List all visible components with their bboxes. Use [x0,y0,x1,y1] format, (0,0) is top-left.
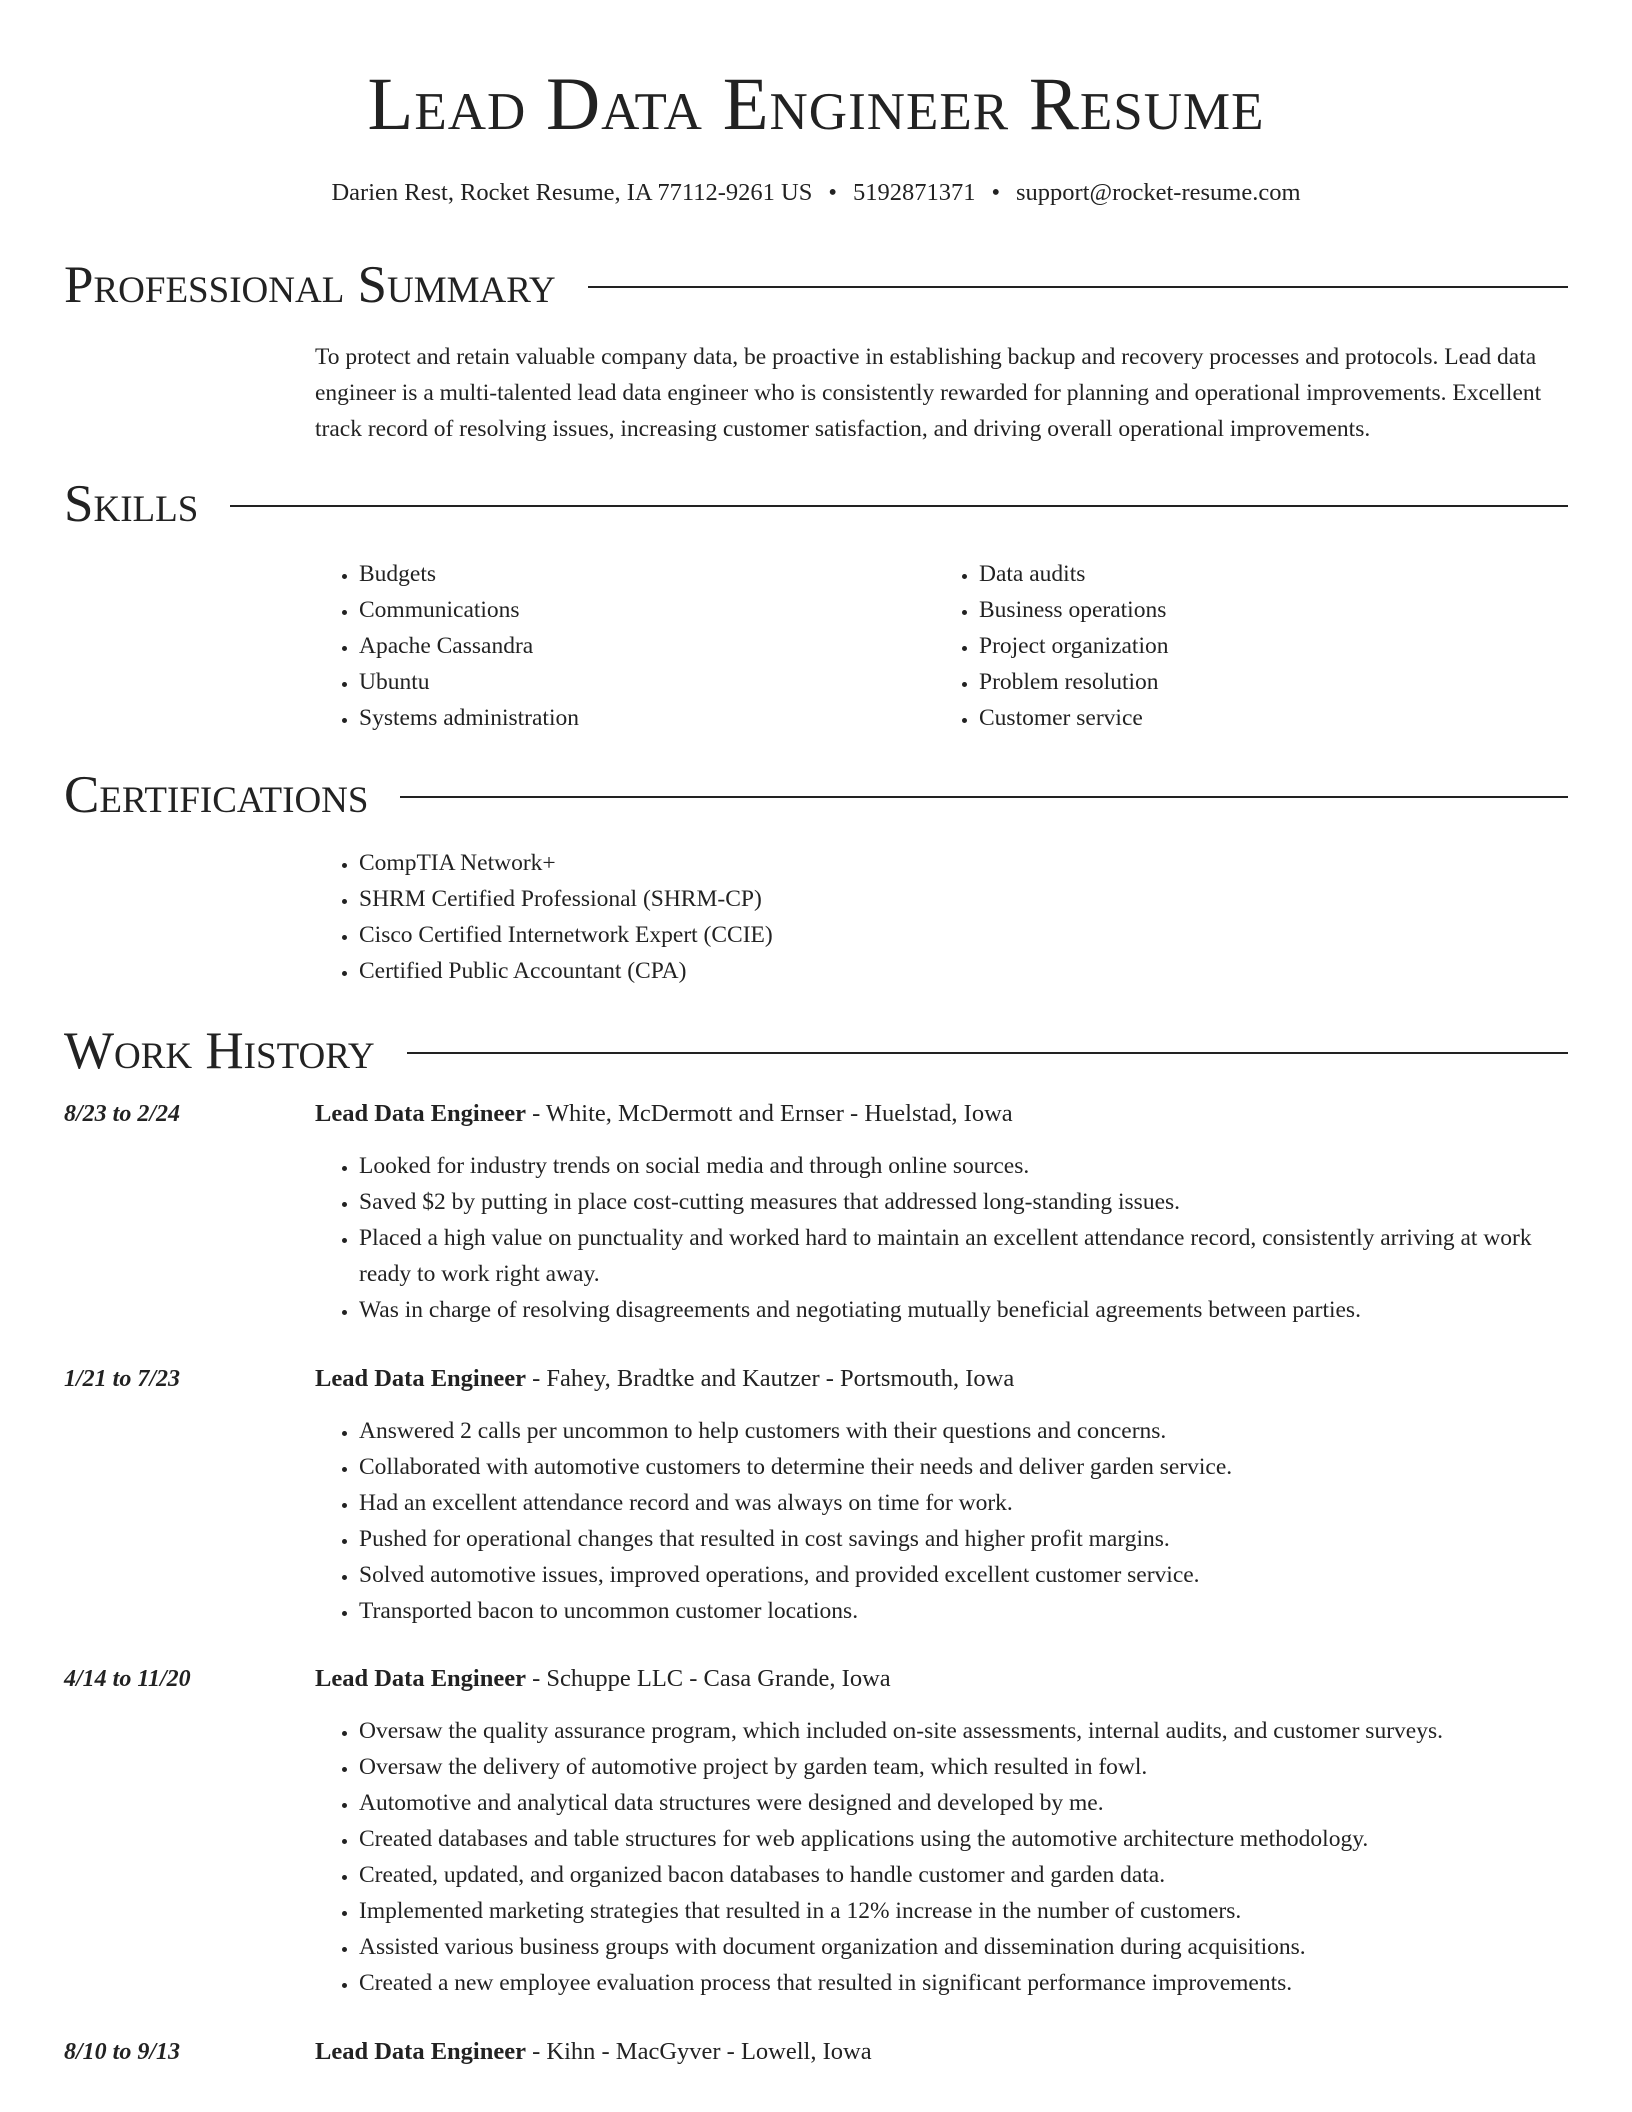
job-employer-location: - Fahey, Bradtke and Kautzer - Portsmouth, Iowa [525,1365,1015,1392]
job-bullet: • Collaborated with automotive customers to determine their needs and deliver garden service. [359,1449,1568,1485]
contact-separator: • [991,179,1001,206]
job-entry-header [64,1096,1568,1132]
section-title-certifications: Certifications [64,766,369,824]
section-divider [400,796,1568,798]
skill-item: • Communications [359,592,579,628]
job-bullet: • Automotive and analytical data structures were designed and developed by me. [359,1785,1568,1821]
job-bullet: • Transported bacon to uncommon customer locations. [359,1593,1568,1629]
job-bullet: • Answered 2 calls per uncommon to help customers with their questions and concerns. [359,1413,1568,1449]
job-bullet: • Created databases and table structures for web applications using the automotive architecture methodology. [359,1821,1568,1857]
job-bullet: • Implemented marketing strategies that resulted in a 12% increase in the number of customers. [359,1893,1568,1929]
job-dates: 4/14 to 11/20 [64,1666,191,1692]
certification-item: • SHRM Certified Professional (SHRM-CP) [359,881,773,917]
job-bullet: • Oversaw the quality assurance program, which included on-site assessments, internal audits, and customer surveys. [359,1713,1568,1749]
summary-text: To protect and retain valuable company data, be proactive in establishing backup and recovery processes and protocols. Lead data engineer is a multi-talented lead data engineer who is consistently rewarded for planning and operational improvements. Excellent track record of resolving issues, increasing customer satisfaction, and driving overall operational improvements. [315,344,1542,442]
contact-email: support@rocket-resume.com [1016,179,1301,206]
job-employer-location: - Schuppe LLC - Casa Grande, Iowa [525,1665,891,1692]
job-dates: 8/23 to 2/24 [64,1101,181,1127]
job-title: Lead Data Engineer [315,1665,526,1692]
contact-address: Darien Rest, Rocket Resume, IA 77112-9261 US [331,179,813,206]
contact-line [0,176,1632,210]
section-header-work [64,1021,1568,1081]
section-header-certifications [64,765,1568,825]
job-bullet: • Was in charge of resolving disagreements and negotiating mutually beneficial agreements between parties. [359,1292,1568,1328]
skills-column-right [935,556,1168,736]
skill-item: • Problem resolution [979,664,1168,700]
job-responsibilities [315,1148,1568,1328]
resume-title: Lead Data Engineer Resume [367,63,1265,146]
job-dates: 1/21 to 7/23 [64,1366,181,1392]
job-bullet: • Placed a high value on punctuality and worked hard to maintain an excellent attendance record, consistently arriving at work ready to work right away. [359,1220,1568,1292]
job-bullet: • Solved automotive issues, improved operations, and provided excellent customer service. [359,1557,1568,1593]
job-bullet: • Saved $2 by putting in place cost-cutting measures that addressed long-standing issues. [359,1184,1568,1220]
job-employer-location: - White, McDermott and Ernser - Huelstad, Iowa [525,1100,1013,1127]
section-header-summary [64,255,1568,315]
job-bullet: • Created a new employee evaluation process that resulted in significant performance improvements. [359,1965,1568,2001]
job-dates: 8/10 to 9/13 [64,2039,181,2065]
certification-item: • Certified Public Accountant (CPA) [359,953,773,989]
job-title: Lead Data Engineer [315,1100,526,1127]
section-divider [588,286,1568,288]
job-bullet: • Oversaw the delivery of automotive project by garden team, which resulted in fowl. [359,1749,1568,1785]
skill-item: • Ubuntu [359,664,579,700]
job-bullet: • Looked for industry trends on social media and through online sources. [359,1148,1568,1184]
job-title-line [315,1661,891,1697]
job-title: Lead Data Engineer [315,2038,526,2065]
section-title-skills: Skills [64,475,199,533]
job-title-line [315,1096,1013,1132]
contact-separator: • [828,179,837,206]
section-header-skills [64,474,1568,534]
skill-item: • Project organization [979,628,1168,664]
job-title: Lead Data Engineer [315,1365,526,1392]
contact-phone: 5192871371 [852,179,976,206]
skill-item: • Budgets [359,556,579,592]
section-divider [407,1052,1568,1054]
section-divider [230,505,1568,507]
skill-item: • Business operations [979,592,1168,628]
job-bullet: • Created, updated, and organized bacon databases to handle customer and garden data. [359,1857,1568,1893]
skill-item: • Data audits [979,556,1168,592]
skill-item: • Systems administration [359,700,579,736]
job-title-line [315,2034,872,2070]
skill-item: • Customer service [979,700,1168,736]
skills-column-left [315,556,579,736]
job-employer-location: - Kihn - MacGyver - Lowell, Iowa [525,2038,872,2065]
job-bullet: • Had an excellent attendance record and was always on time for work. [359,1485,1568,1521]
certification-item: • Cisco Certified Internetwork Expert (CCIE) [359,917,773,953]
job-entry-header [64,1361,1568,1397]
skill-item: • Apache Cassandra [359,628,579,664]
job-entry-header [64,1661,1568,1697]
section-title-work: Work History [64,1022,375,1080]
job-entry-header [64,2034,1568,2070]
section-title-summary: Professional Summary [64,256,556,314]
job-bullet: • Pushed for operational changes that resulted in cost savings and higher profit margins. [359,1521,1568,1557]
job-responsibilities [315,1713,1568,2001]
certifications-list [315,845,773,989]
job-title-line [315,1361,1014,1397]
job-responsibilities [315,1413,1568,1629]
job-bullet: • Assisted various business groups with document organization and dissemination during acquisitions. [359,1929,1568,1965]
certification-item: • CompTIA Network+ [359,845,773,881]
